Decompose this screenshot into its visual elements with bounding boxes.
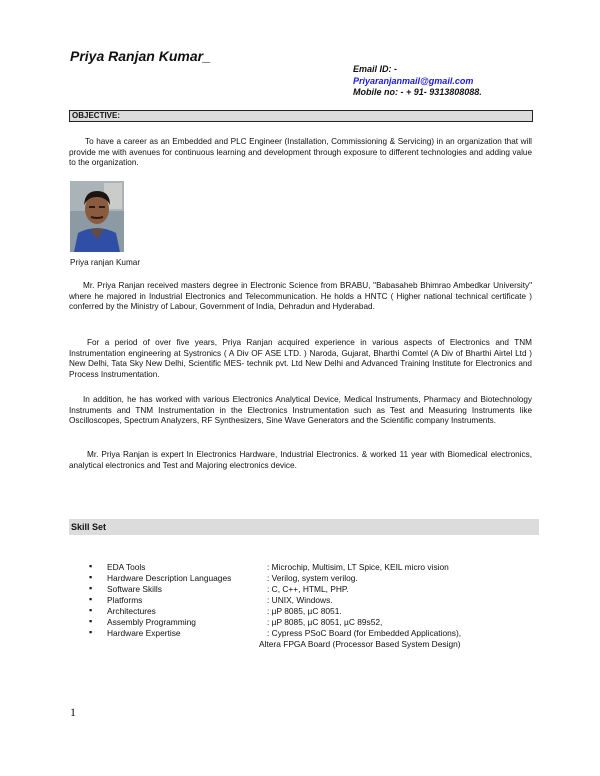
- objective-text: To have a career as an Embedded and PLC Engineer (Installation, Commissioning & Servicing) in an organization that will provide me with avenues for continuous learning and development through exposure to different technologies and adding value to the organization.: [69, 137, 532, 168]
- mobile-number: Mobile no: - + 91- 9313808088.: [353, 87, 482, 97]
- photo-caption: Priya ranjan Kumar: [70, 258, 141, 267]
- skill-label: EDA Tools: [107, 562, 146, 572]
- bio-paragraph-4: Mr. Priya Ranjan is expert In Electronics Hardware, Industrial Electronics. & worked 11 year with Biomedical electronics, analytical electronics and Test and Majoring electronics device.: [69, 450, 532, 470]
- contact-block: [353, 64, 482, 99]
- profile-photo: [70, 181, 124, 252]
- candidate-name: Priya Ranjan Kumar_: [70, 48, 211, 64]
- bullet-icon: ▪: [89, 627, 93, 637]
- skill-label: Hardware Description Languages: [107, 573, 232, 583]
- bio-paragraph-3: In addition, he has worked with various Electronics Analytical Device, Medical Instruments, Pharmacy and Biotechnology Instruments and TNM Instrumentation in the Electronics Instrumentation such as Test and Measuring Instruments like Oscilloscopes, Spectrum Analyzers, RF Synthesizers, Sine Wave Generators and the Scientific company Instruments.: [69, 395, 532, 426]
- skill-value: : Microchip, Multisim, LT Spice, KEIL micro vision: [267, 562, 449, 572]
- skill-label: Architectures: [107, 606, 156, 616]
- skill-value: : µP 8085, µC 8051, µC 89s52,: [267, 617, 383, 627]
- bullet-icon: ▪: [89, 583, 93, 593]
- email-link[interactable]: Priyaranjanmail@gmail.com: [353, 75, 474, 86]
- skill-label: Software Skills: [107, 584, 162, 594]
- bio-paragraph-2: For a period of over five years, Priya Ranjan acquired experience in various aspects of Electronics and TNM Instrumentation engineering at Systronics ( A Div OF ASE LTD. ) Naroda, Gujarat, Bharthi Comtel (A Div of Bharthi Airtel Ltd ) New Delhi, Tata Sky New Delhi, Scientific MES- technik pvt. Ltd New Delhi and Advanced Training Institute for Electronics and Process Instrumentation.: [69, 338, 532, 379]
- bullet-icon: ▪: [89, 594, 93, 604]
- bullet-icon: ▪: [89, 572, 93, 582]
- skill-value: : UNIX, Windows.: [267, 595, 333, 605]
- page-number: 1: [70, 705, 76, 719]
- bio-paragraph-1: Mr. Priya Ranjan received masters degree in Electronic Science from BRABU, "Babasaheb Bhimrao Ambedkar University" where he majored in Industrial Electronics and Telecommunication. He holds a HNTC ( Higher national technical certificate ) conferred by the Ministry of Labour, Government of India, Dehradun and Hyderabad.: [69, 281, 532, 312]
- bullet-icon: ▪: [89, 616, 93, 626]
- skill-value: : C, C++, HTML, PHP.: [267, 584, 349, 594]
- skill-set-heading: Skill Set: [69, 519, 539, 535]
- bullet-icon: ▪: [89, 605, 93, 615]
- skill-value: : Cypress PSoC Board (for Embedded Applications),: [267, 628, 462, 638]
- skill-value: : Verilog, system verilog.: [267, 573, 358, 583]
- skill-label: Assembly Programming: [107, 617, 196, 627]
- email-label: Email ID: -: [353, 64, 398, 74]
- skill-label: Platforms: [107, 595, 143, 605]
- skill-value: : µP 8085, µC 8051.: [267, 606, 342, 616]
- skill-value-continuation: Altera FPGA Board (Processor Based System Design): [259, 639, 461, 649]
- bullet-icon: ▪: [89, 561, 93, 571]
- objective-heading: OBJECTIVE:: [69, 110, 533, 122]
- skill-label: Hardware Expertise: [107, 628, 181, 638]
